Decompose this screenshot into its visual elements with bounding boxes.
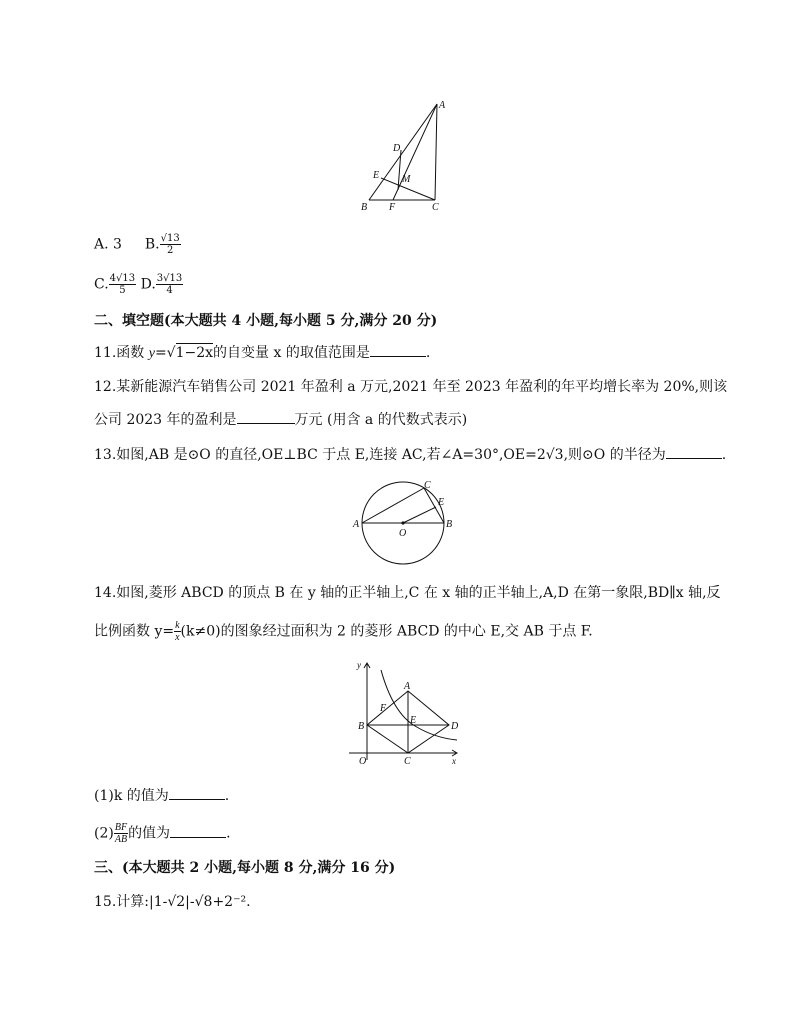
q10-options-row2 [94,273,183,296]
label-d: D [451,721,459,732]
label-a: A [353,519,360,530]
label-a: A [404,681,411,692]
q10-options-row1 [94,233,181,256]
label-c: C [424,480,431,491]
option-d-fraction: $\frac{3√13}{4}$ [156,273,183,296]
label-b: B [361,202,368,213]
section-2-title: 二、填空题(本大题共 4 小题,每小题 5 分,满分 20 分) [94,313,438,329]
option-b-label: B. [144,236,160,253]
q13-answer-blank[interactable] [666,446,722,459]
question-14-part1: (1)k 的值为 . [94,788,230,804]
option-c-label: C. [94,276,109,293]
label-o: O [359,756,367,767]
label-c: C [432,202,439,213]
question-11: 11.函数 y=√1−2x的自变量 x 的取值范围是 . [94,345,431,361]
label-y: y [357,660,361,670]
label-c: C [404,756,411,767]
question-14-line2: 比例函数 y= $\frac{k}{x}$ (k≠0)的图象经过面积为 2 的菱形 ABCD 的中心 E,交 AB 于点 F. [94,620,593,643]
rhombus-figure [345,658,465,770]
label-f: F [380,703,387,714]
label-e: E [438,497,445,508]
circle-figure [350,478,460,570]
q14-2-answer-blank[interactable] [170,825,226,838]
label-a: A [439,100,446,111]
q14-2-fraction: $\frac{BF}{AB}$ [114,822,128,845]
question-13: 13.如图,AB 是⊙O 的直径,OE⊥BC 于点 E,连接 AC,若∠A=30°,OE=2√3,则⊙O 的半径为 . [94,447,727,463]
option-a: A. 3 [94,236,122,253]
option-d-label: D. [140,276,156,293]
question-15: 15.计算:|1-√2|-√8+2⁻². [94,894,251,910]
section-3-title: 三、(本大题共 2 小题,每小题 8 分,满分 16 分) [94,860,396,876]
q12-answer-blank[interactable] [237,411,295,424]
q14-1-answer-blank[interactable] [169,787,225,800]
option-b-fraction: $\frac{√13}{2}$ [160,233,180,256]
label-d: D [393,143,401,154]
question-14-line1: 14.如图,菱形 ABCD 的顶点 B 在 y 轴的正半轴上,C 在 x 轴的正半轴上,A,D 在第一象限,BD∥x 轴,反 [94,585,721,601]
label-m: M [402,174,411,185]
label-b: B [358,721,365,732]
question-12-line1: 12.某新能源汽车销售公司 2021 年盈利 a 万元,2021 年至 2023 年盈利的年平均增长率为 20%,则该 [94,379,728,395]
label-f: F [389,202,396,213]
question-14-part2: (2) $\frac{BF}{AB}$ 的值为 . [94,822,231,845]
label-e: E [410,715,417,726]
label-o: O [399,528,407,539]
q14-fraction: $\frac{k}{x}$ [175,620,180,643]
label-e: E [373,170,380,181]
question-12-line2: 公司 2023 年的盈利是 万元 (用含 a 的代数式表示) [94,412,468,428]
triangle-figure [355,98,455,216]
q11-answer-blank[interactable] [370,344,426,357]
label-b: B [446,519,453,530]
option-c-fraction: $\frac{4√13}{5}$ [109,273,136,296]
label-x: x [452,756,456,766]
